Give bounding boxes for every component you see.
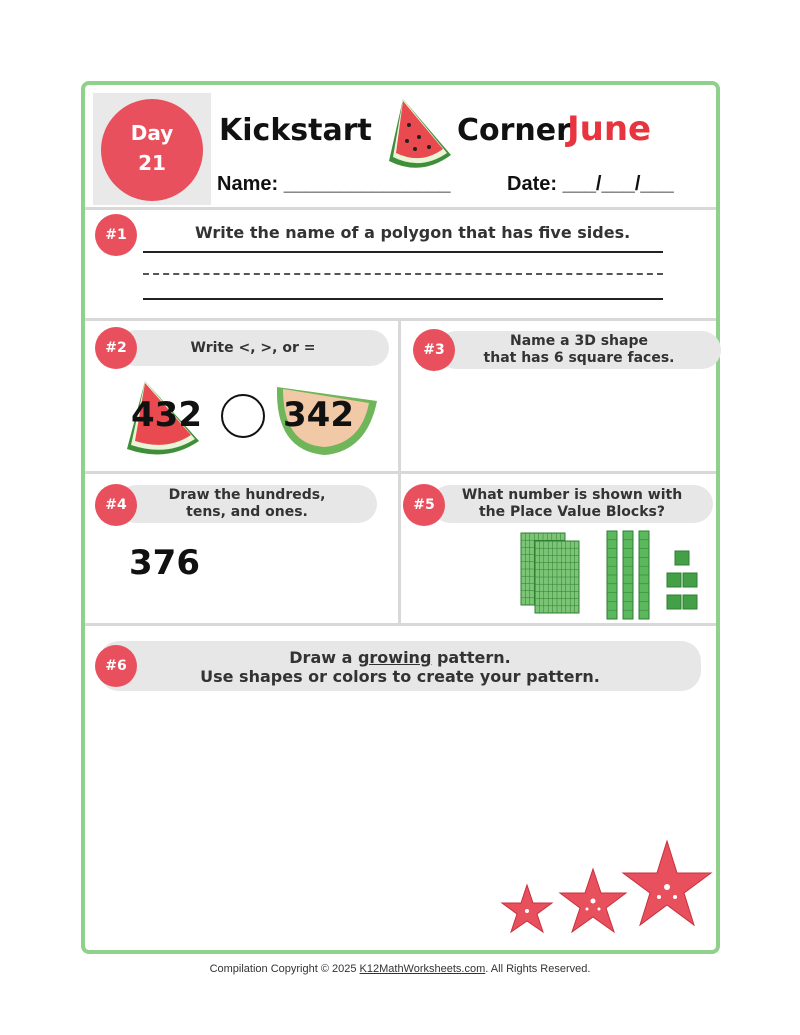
title-corner: Corner	[457, 113, 571, 148]
question-4-prompt-line2: tens, and ones.	[186, 504, 308, 520]
question-5-prompt-line2: the Place Value Blocks?	[478, 504, 665, 520]
answer-line-top	[143, 251, 663, 253]
question-6-pill	[99, 641, 701, 691]
ones-cube	[667, 595, 681, 609]
question-1-prompt: Write the name of a polygon that has five sides.	[195, 223, 631, 242]
starfish-decoration-icon	[497, 833, 717, 943]
question-badge-3: #3	[413, 329, 455, 371]
date-field[interactable]: Date: ___/___/___	[507, 173, 674, 195]
question-badge-5: #5	[403, 484, 445, 526]
ones-cube	[683, 595, 697, 609]
compare-left-number: 432	[131, 395, 202, 435]
question-3-prompt-line1: Name a 3D shape	[510, 333, 648, 349]
place-value-blocks	[517, 529, 707, 621]
name-field[interactable]: Name: _______________	[217, 173, 451, 195]
day-badge	[101, 99, 203, 201]
day-label: Day	[130, 121, 174, 145]
title-month: June	[567, 109, 652, 149]
ones-cube	[683, 573, 697, 587]
question-badge-1: #1	[95, 214, 137, 256]
question-2-pill	[117, 330, 389, 366]
compare-answer-circle[interactable]	[221, 394, 265, 438]
footer-text-end: . All Rights Reserved.	[485, 963, 591, 975]
place-value-number: 376	[129, 543, 200, 583]
ones-cube	[667, 573, 681, 587]
question-3-pill	[437, 331, 721, 369]
worksheet-frame	[81, 81, 720, 954]
question-4-prompt-line1: Draw the hundreds,	[168, 487, 326, 503]
answer-line-dashed	[143, 273, 663, 275]
question-4-pill	[117, 485, 377, 523]
compare-right-number: 342	[283, 395, 354, 435]
divider-vertical	[398, 320, 401, 625]
question-6-text-b: pattern.	[431, 648, 511, 667]
question-3-prompt-line2: that has 6 square faces.	[483, 350, 675, 366]
question-badge-2: #2	[95, 327, 137, 369]
title-kickstart: Kickstart	[219, 113, 372, 148]
question-6-text-underlined: growing	[357, 648, 432, 667]
question-5-prompt-line1: What number is shown with	[461, 487, 683, 503]
copyright-footer	[0, 963, 800, 975]
question-6-prompt-line2: Use shapes or colors to create your pattern.	[200, 667, 600, 686]
question-2-prompt: Write <, >, or =	[190, 340, 316, 356]
question-6-prompt-line1	[99, 648, 701, 667]
divider-header	[85, 207, 716, 210]
footer-link[interactable]: K12MathWorksheets.com	[359, 963, 486, 975]
question-5-pill	[431, 485, 713, 523]
answer-line-bottom	[143, 298, 663, 300]
footer-text: Compilation Copyright © 2025	[209, 963, 360, 975]
question-badge-6: #6	[95, 645, 137, 687]
watermelon-slice-icon	[381, 97, 453, 173]
question-6-text-a: Draw a	[289, 648, 358, 667]
ones-cube	[675, 551, 689, 565]
day-number: 21	[138, 151, 166, 175]
question-badge-4: #4	[95, 484, 137, 526]
